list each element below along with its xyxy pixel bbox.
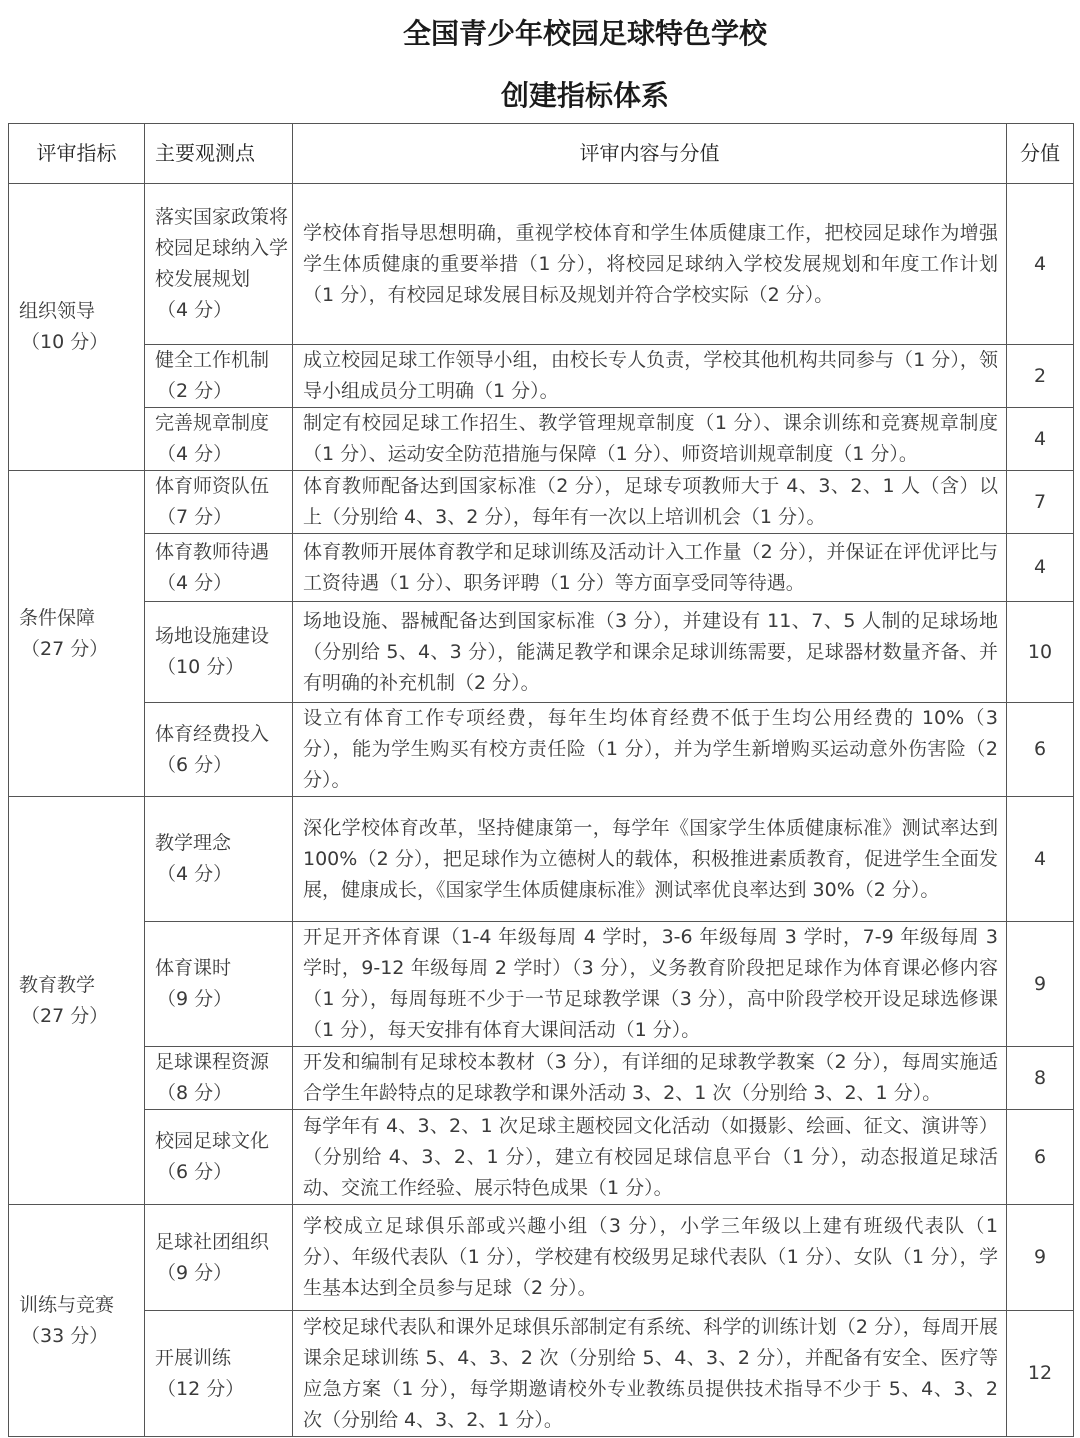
table-row xyxy=(9,797,1074,922)
observation-cell xyxy=(145,534,293,602)
criteria-table xyxy=(8,123,1074,1437)
observation-cell xyxy=(145,922,293,1047)
observation-score: （10 分） xyxy=(157,656,245,678)
header-observation: 主要观测点 xyxy=(145,124,293,184)
content-cell: 成立校园足球工作领导小组，由校长专人负责，学校其他机构共同参与（1 分），领导小组成员分工明确（1 分）。 xyxy=(293,345,1007,408)
observation-name: 场地设施建设 xyxy=(155,625,270,647)
content-cell: 体育教师配备达到国家标准（2 分），足球专项教师大于 4、3、2、1 人（含）以上（分别给 4、3、2 分），每年有一次以上培训机会（1 分）。 xyxy=(293,471,1007,534)
content-cell: 开足开齐体育课（1-4 年级每周 4 学时，3-6 年级每周 3 学时，7-9 年级每周 3 学时，9-12 年级每周 2 学时）（3 分），义务教育阶段把足球作为体育课必修内容（1 分），每周每班不少于一节足球教学课（3 分），高中阶段学校开设足球选修课（1 分），每天安排有体育大课间活动（1 分）。 xyxy=(293,922,1007,1047)
indicator-name: 组织领导 xyxy=(19,300,96,322)
content-cell: 学校体育指导思想明确，重视学校体育和学生体质健康工作，把校园足球作为增强学生体质健康的重要举措（1 分），将校园足球纳入学校发展规划和年度工作计划（1 分），有校园足球发展目标及规划并符合学校实际（2 分）。 xyxy=(293,184,1007,345)
table-row xyxy=(9,703,1074,797)
observation-score: （7 分） xyxy=(157,506,233,528)
observation-name: 完善规章制度 xyxy=(155,412,270,434)
score-cell: 9 xyxy=(1007,922,1074,1047)
observation-cell xyxy=(145,345,293,408)
indicator-cell xyxy=(9,471,145,797)
content-cell: 学校成立足球俱乐部或兴趣小组（3 分），小学三年级以上建有班级代表队（1 分）、年级代表队（1 分），学校建有校级男足球代表队（1 分）、女队（1 分），学生基本达到全员参与足球（2 分）。 xyxy=(293,1205,1007,1311)
indicator-score: （27 分） xyxy=(21,1004,109,1027)
observation-name: 开展训练 xyxy=(155,1346,232,1369)
observation-name: 落实国家政策将校园足球纳入学校发展规划 xyxy=(155,206,289,290)
score-cell: 6 xyxy=(1007,1110,1074,1205)
observation-name: 足球社团组织 xyxy=(155,1230,270,1253)
table-row xyxy=(9,1205,1074,1311)
score-cell: 10 xyxy=(1007,602,1074,703)
observation-score: （8 分） xyxy=(157,1082,233,1104)
content-cell: 体育教师开展体育教学和足球训练及活动计入工作量（2 分），并保证在评优评比与工资待遇（1 分）、职务评聘（1 分）等方面享受同等待遇。 xyxy=(293,534,1007,602)
content-cell: 每学年有 4、3、2、1 次足球主题校园文化活动（如摄影、绘画、征文、演讲等）（分别给 4、3、2、1 分），建立有校园足球信息平台（1 分），动态报道足球活动、交流工作经验、展示特色成果（1 分）。 xyxy=(293,1110,1007,1205)
observation-cell xyxy=(145,1311,293,1437)
table-row xyxy=(9,1047,1074,1110)
indicator-score: （33 分） xyxy=(21,1324,109,1347)
observation-name: 体育经费投入 xyxy=(155,722,270,745)
observation-score: （9 分） xyxy=(157,988,233,1010)
table-row xyxy=(9,345,1074,408)
indicator-score: （10 分） xyxy=(21,331,109,353)
content-cell: 学校足球代表队和课外足球俱乐部制定有系统、科学的训练计划（2 分），每周开展课余足球训练 5、4、3、2 次（分别给 5、4、3、2 分），并配备有安全、医疗等应急方案（1 分），每学期邀请校外专业教练员提供技术指导不少于 5、4、3、2 次（分别给 4、3、2、1 分）。 xyxy=(293,1311,1007,1437)
score-cell: 4 xyxy=(1007,534,1074,602)
indicator-name: 条件保障 xyxy=(19,606,96,629)
observation-cell xyxy=(145,1047,293,1110)
observation-name: 健全工作机制 xyxy=(155,349,270,371)
observation-score: （9 分） xyxy=(157,1261,233,1284)
observation-name: 教学理念 xyxy=(155,832,232,854)
observation-name: 体育师资队伍 xyxy=(155,475,270,497)
score-cell: 4 xyxy=(1007,184,1074,345)
table-row xyxy=(9,1311,1074,1437)
observation-score: （4 分） xyxy=(157,571,233,594)
observation-cell xyxy=(145,602,293,703)
table-row xyxy=(9,534,1074,602)
table-row xyxy=(9,602,1074,703)
indicator-cell xyxy=(9,1205,145,1437)
indicator-cell xyxy=(9,184,145,471)
score-cell: 4 xyxy=(1007,797,1074,922)
score-cell: 4 xyxy=(1007,408,1074,471)
observation-cell xyxy=(145,408,293,471)
observation-score: （4 分） xyxy=(157,299,233,321)
content-cell: 场地设施、器械配备达到国家标准（3 分），并建设有 11、7、5 人制的足球场地（分别给 5、4、3 分），能满足教学和课余足球训练需要，足球器材数量齐备、并有明确的补充机制（2 分）。 xyxy=(293,602,1007,703)
indicator-name: 教育教学 xyxy=(19,973,96,996)
header-score: 分值 xyxy=(1007,124,1074,184)
header-content: 评审内容与分值 xyxy=(293,124,1007,184)
observation-name: 体育教师待遇 xyxy=(155,540,270,563)
observation-score: （4 分） xyxy=(157,443,233,465)
table-row xyxy=(9,408,1074,471)
observation-name: 体育课时 xyxy=(155,957,232,979)
content-cell: 深化学校体育改革，坚持健康第一，每学年《国家学生体质健康标准》测试率达到 100%（2 分），把足球作为立德树人的载体，积极推进素质教育，促进学生全面发展，健康成长，《国家学生体质健康标准》测试率优良率达到 30%（2 分）。 xyxy=(293,797,1007,922)
observation-score: （4 分） xyxy=(157,863,233,885)
score-cell: 12 xyxy=(1007,1311,1074,1437)
indicator-cell xyxy=(9,797,145,1205)
table-row xyxy=(9,471,1074,534)
header-indicator: 评审指标 xyxy=(9,124,145,184)
score-cell: 2 xyxy=(1007,345,1074,408)
table-header-row xyxy=(9,124,1074,184)
content-cell: 开发和编制有足球校本教材（3 分），有详细的足球教学教案（2 分），每周实施适合学生年龄特点的足球教学和课外活动 3、2、1 次（分别给 3、2、1 分）。 xyxy=(293,1047,1007,1110)
observation-cell xyxy=(145,1205,293,1311)
table-row xyxy=(9,1110,1074,1205)
observation-score: （6 分） xyxy=(157,1161,233,1183)
observation-score: （6 分） xyxy=(157,753,233,776)
observation-score: （12 分） xyxy=(157,1377,245,1400)
observation-name: 校园足球文化 xyxy=(155,1130,270,1152)
score-cell: 9 xyxy=(1007,1205,1074,1311)
observation-cell xyxy=(145,797,293,922)
table-row xyxy=(9,184,1074,345)
indicator-name: 训练与竞赛 xyxy=(19,1293,115,1316)
document-title-line2: 创建指标体系 xyxy=(500,79,669,112)
table-row xyxy=(9,922,1074,1047)
content-cell: 制定有校园足球工作招生、教学管理规章制度（1 分）、课余训练和竞赛规章制度（1 分）、运动安全防范措施与保障（1 分）、师资培训规章制度（1 分）。 xyxy=(293,408,1007,471)
observation-score: （2 分） xyxy=(157,380,233,402)
observation-cell xyxy=(145,471,293,534)
observation-cell xyxy=(145,703,293,797)
indicator-score: （27 分） xyxy=(21,637,109,660)
observation-cell xyxy=(145,1110,293,1205)
observation-name: 足球课程资源 xyxy=(155,1051,270,1073)
score-cell: 7 xyxy=(1007,471,1074,534)
score-cell: 8 xyxy=(1007,1047,1074,1110)
content-cell: 设立有体育工作专项经费，每年生均体育经费不低于生均公用经费的 10%（3 分），能为学生购买有校方责任险（1 分），并为学生新增购买运动意外伤害险（2 分）。 xyxy=(293,703,1007,797)
document-title-line1: 全国青少年校园足球特色学校 xyxy=(402,17,767,50)
observation-cell xyxy=(145,184,293,345)
score-cell: 6 xyxy=(1007,703,1074,797)
